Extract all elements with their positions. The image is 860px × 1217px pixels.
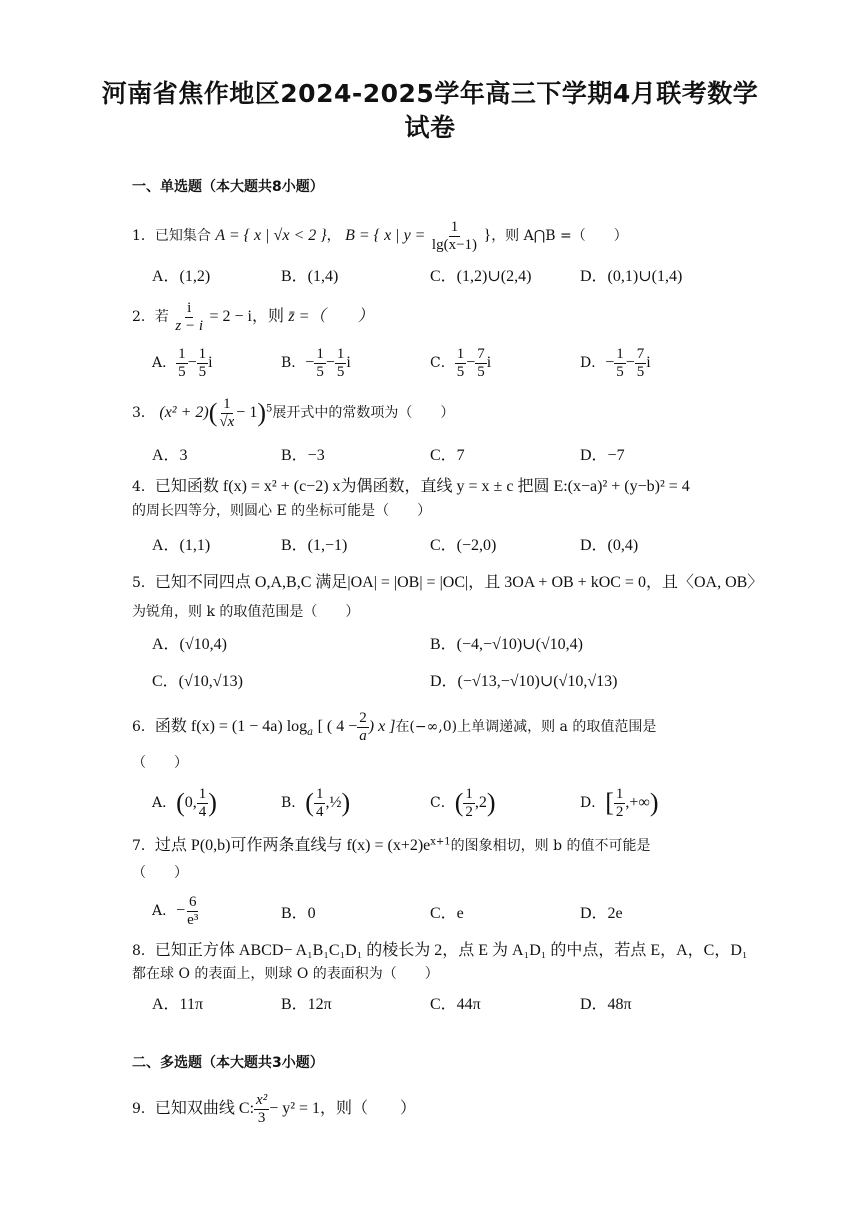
q3-option-d[interactable]: D．−7 bbox=[580, 447, 625, 464]
exam-title-line2: 试卷 bbox=[404, 113, 456, 142]
exam-title-line1: 河南省焦作地区2024-2025学年高三下学期4月联考数学 bbox=[101, 79, 759, 108]
fraction: $\frac{1}{√x}$ bbox=[219, 396, 235, 430]
q7-option-b[interactable]: B．0 bbox=[281, 905, 316, 922]
fraction: $\frac{\text{x²}}{3}$ bbox=[256, 1092, 268, 1126]
q6-option-b[interactable]: B．( $\frac{1}{4}$ ,½) bbox=[281, 786, 351, 820]
question-5-line2: 为锐角，则 k 的取值范围是（ ） bbox=[132, 604, 360, 620]
q6-option-a[interactable]: A．(0, $\frac{1}{4}$ ) bbox=[152, 786, 217, 820]
q1-option-a[interactable]: A．(1,2) bbox=[152, 268, 211, 285]
q1-option-c[interactable]: C．(1,2)∪(2,4) bbox=[430, 268, 532, 285]
fraction: $\frac{2}{a}$ bbox=[359, 710, 367, 744]
question-4-line2: 的周长四等分，则圆心 E 的坐标可能是（ ） bbox=[132, 503, 432, 519]
q5-option-a[interactable]: A．(√10,4) bbox=[152, 636, 227, 653]
question-5: 5．已知不同四点 O,A,B,C 满足|OA| = |OB| = |OC|，且 3OA + OB + kOC = 0，且〈OA, OB〉 bbox=[132, 574, 764, 591]
section-multiple-choice: 二、多选题（本大题共3小题） bbox=[132, 1055, 324, 1071]
q2-option-a[interactable]: A． $\frac{1}{5}$ − $\frac{1}{5}$ i bbox=[152, 346, 213, 380]
fraction: $\frac{1}{\lg(x-1)}$ bbox=[431, 219, 478, 253]
q8-option-b[interactable]: B．12π bbox=[281, 996, 332, 1013]
question-1: 1．已知集合 A = { x | √x < 2 }， B = { x | y = $\frac{1}{\lg(x-1)}$ }，则 A⋂B =（ ） bbox=[132, 219, 628, 253]
q7-option-c[interactable]: C．e bbox=[430, 905, 464, 922]
question-8-line2: 都在球 O 的表面上，则球 O 的表面积为（ ） bbox=[132, 966, 439, 982]
q4-option-c[interactable]: C．(−2,0) bbox=[430, 537, 497, 554]
q2-option-b[interactable]: B．− $\frac{1}{5}$ − $\frac{1}{5}$ i bbox=[281, 346, 351, 380]
q1-option-d[interactable]: D．(0,1)∪(1,4) bbox=[580, 268, 683, 285]
q2-option-c[interactable]: C． $\frac{1}{5}$ − $\frac{7}{5}$ i bbox=[430, 346, 492, 380]
q8-option-a[interactable]: A．11π bbox=[152, 996, 204, 1013]
q5-option-d[interactable]: D．(−√13,−√10)∪(√10,√13) bbox=[430, 673, 618, 690]
q3-option-b[interactable]: B．−3 bbox=[281, 447, 325, 464]
question-2: 2．若 $\frac{i}{z - i}$ = 2 − i，则 z̄ =（ ） bbox=[132, 300, 374, 334]
question-4: 4．已知函数 f(x) = x² + (c−2) x为偶函数，直线 y = x ± c 把圆 E:(x−a)² + (y−b)² = 4 bbox=[132, 478, 690, 495]
question-3: 3． (x² + 2)( $\frac{1}{√x}$ − 1)$^5$展开式中的常数项为（ ） bbox=[132, 396, 455, 430]
q4-option-b[interactable]: B．(1,−1) bbox=[281, 537, 348, 554]
q1-option-b[interactable]: B．(1,4) bbox=[281, 268, 339, 285]
q4-option-d[interactable]: D．(0,4) bbox=[580, 537, 639, 554]
question-9: 9．已知双曲线 C: $\frac{\text{x²}}{3}$ − y² = 1，则（ ） bbox=[132, 1092, 417, 1126]
question-8: 8．已知正方体 ABCD− A₁B₁C₁D₁ 的棱长为 2，点 E 为 A₁D₁ 的中点，若点 E，A，C，D₁ bbox=[132, 942, 748, 959]
fraction: $\frac{i}{z - i}$ bbox=[175, 300, 204, 334]
q7-option-a[interactable]: A．− $\frac{6}{\text{e³}}$ bbox=[152, 894, 199, 928]
q6-option-d[interactable]: D．[ $\frac{1}{2}$ ,+∞) bbox=[580, 786, 659, 820]
question-number: 1． bbox=[132, 228, 155, 244]
q7-option-d[interactable]: D．2e bbox=[580, 905, 623, 922]
q6-option-c[interactable]: C．( $\frac{1}{2}$ ,2) bbox=[430, 786, 496, 820]
section-single-choice: 一、单选题（本大题共8小题） bbox=[132, 179, 324, 195]
q5-option-c[interactable]: C．(√10,√13) bbox=[152, 673, 243, 690]
question-7-line2: （ ） bbox=[132, 865, 188, 881]
q5-option-b[interactable]: B．(−4,−√10)∪(√10,4) bbox=[430, 636, 584, 653]
question-6: 6．函数 f(x) = (1 − 4a) $\log_a$ [ ( 4 − $\frac{2}{a}$ ) x ]在(−∞,0)上单调递减，则 a 的取值范围是 bbox=[132, 710, 657, 744]
q2-option-d[interactable]: D．− $\frac{1}{5}$ − $\frac{7}{5}$ i bbox=[580, 346, 651, 380]
question-6-line2: （ ） bbox=[132, 755, 188, 771]
q3-option-c[interactable]: C．7 bbox=[430, 447, 465, 464]
question-7: 7．过点 P(0,b)可作两条直线与 $f(x) = (x+2)e^{x+1}$的图象相切，则 b 的值不可能是 bbox=[132, 836, 651, 854]
set-a: A = { x | √x < 2 } bbox=[215, 227, 327, 244]
q3-option-a[interactable]: A．3 bbox=[152, 447, 188, 464]
q8-option-c[interactable]: C．44π bbox=[430, 996, 481, 1013]
q8-option-d[interactable]: D．48π bbox=[580, 996, 632, 1013]
q4-option-a[interactable]: A．(1,1) bbox=[152, 537, 211, 554]
